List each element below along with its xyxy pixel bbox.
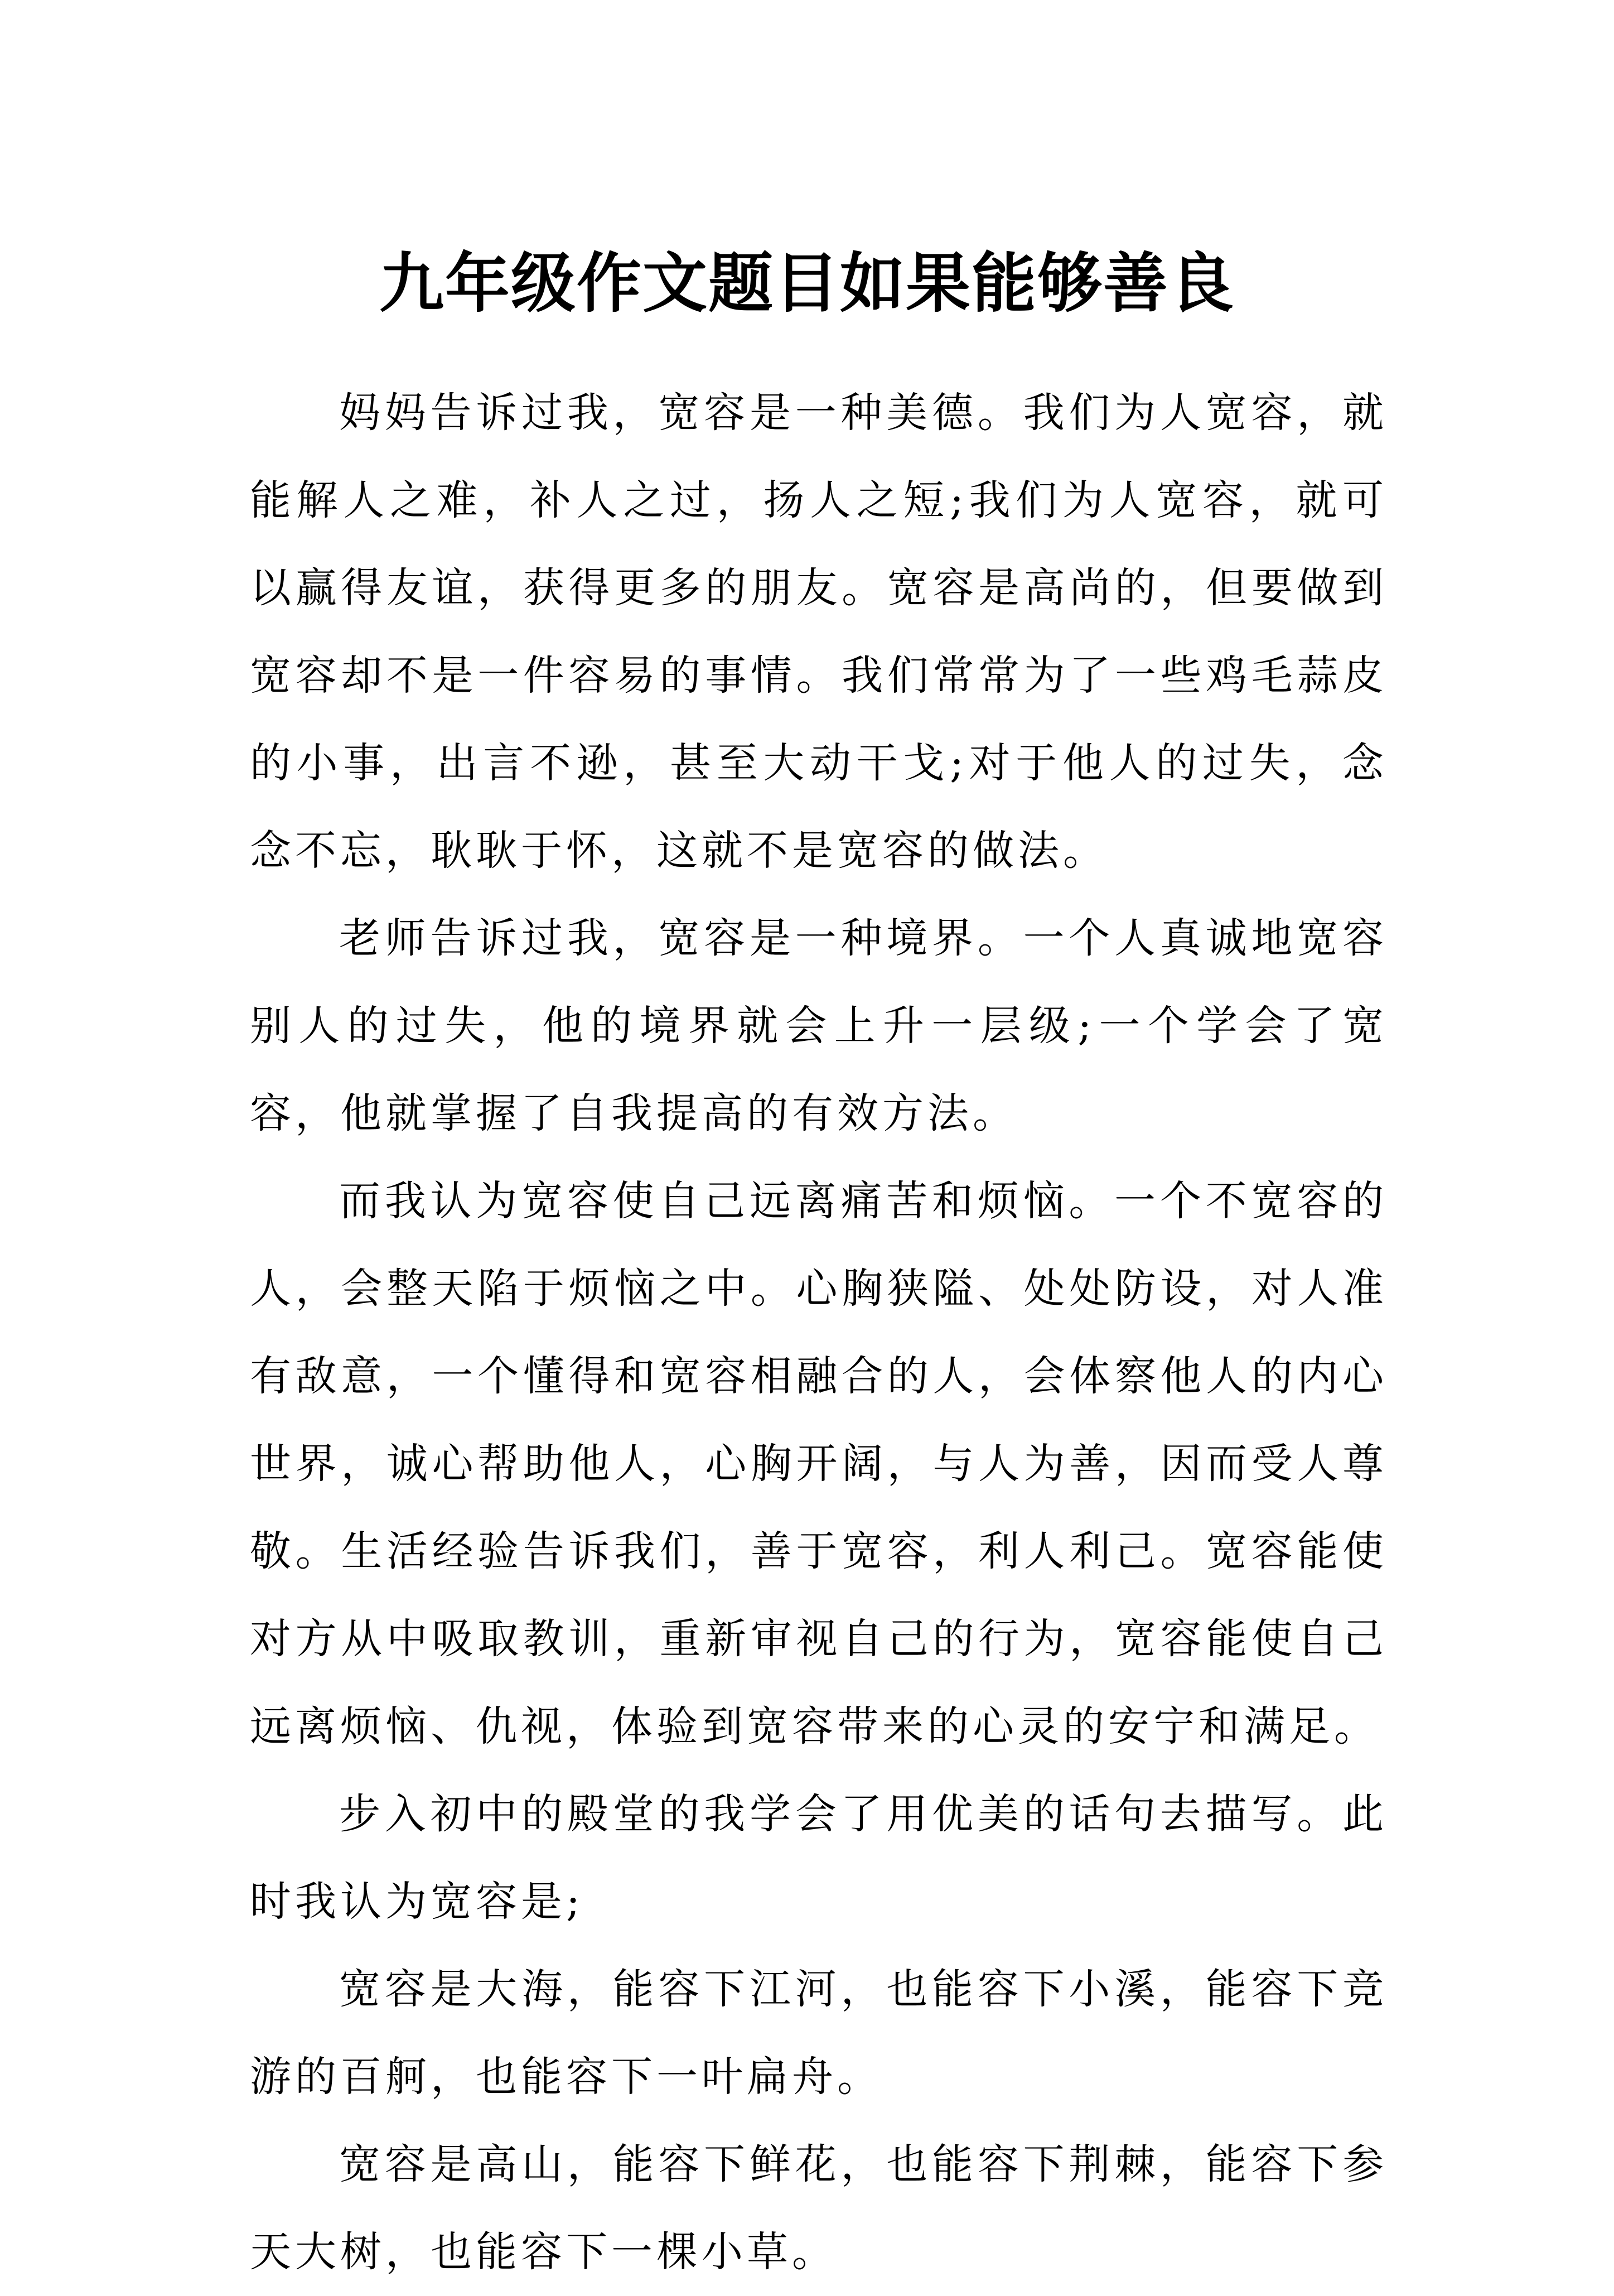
paragraph: 老师告诉过我，宽容是一种境界。一个人真诚地宽容别人的过失，他的境界就会上升一层级;一个学会了宽容，他就掌握了自我提高的有效方法。 <box>250 914 1388 1137</box>
paragraph: 宽容是高山，能容下鲜花，也能容下荆棘，能容下参天大树，也能容下一棵小草。 <box>250 2140 1388 2276</box>
paragraph: 宽容是大海，能容下江河，也能容下小溪，能容下竞游的百舸，也能容下一叶扁舟。 <box>250 1965 1388 2101</box>
paragraph: 而我认为宽容使自己远离痛苦和烦恼。一个不宽容的人，会整天陷于烦恼之中。心胸狭隘、处处防设，对人准有敌意，一个懂得和宽容相融合的人，会体察他人的内心世界，诚心帮助他人，心胸开阔，与人为善，因而受人尊敬。生活经验告诉我们，善于宽容，利人利己。宽容能使对方从中吸取教训，重新审视自己的行为，宽容能使自己远离烦恼、仇视，体验到宽容带来的心灵的安宁和满足。 <box>250 1177 1388 1750</box>
paragraph: 步入初中的殿堂的我学会了用优美的话句去描写。此时我认为宽容是; <box>250 1790 1388 1926</box>
document-title: 九年级作文题目如果能够善良 <box>379 245 1235 321</box>
paragraph: 妈妈告诉过我，宽容是一种美德。我们为人宽容，就能解人之难，补人之过，扬人之短;我们为人宽容，就可以赢得友谊，获得更多的朋友。宽容是高尚的，但要做到宽容却不是一件容易的事情。我们常常为了一些鸡毛蒜皮的小事，出言不逊，甚至大动干戈;对于他人的过失，念念不忘，耿耿于怀，这就不是宽容的做法。 <box>250 389 1388 875</box>
document-body <box>250 369 1388 2296</box>
